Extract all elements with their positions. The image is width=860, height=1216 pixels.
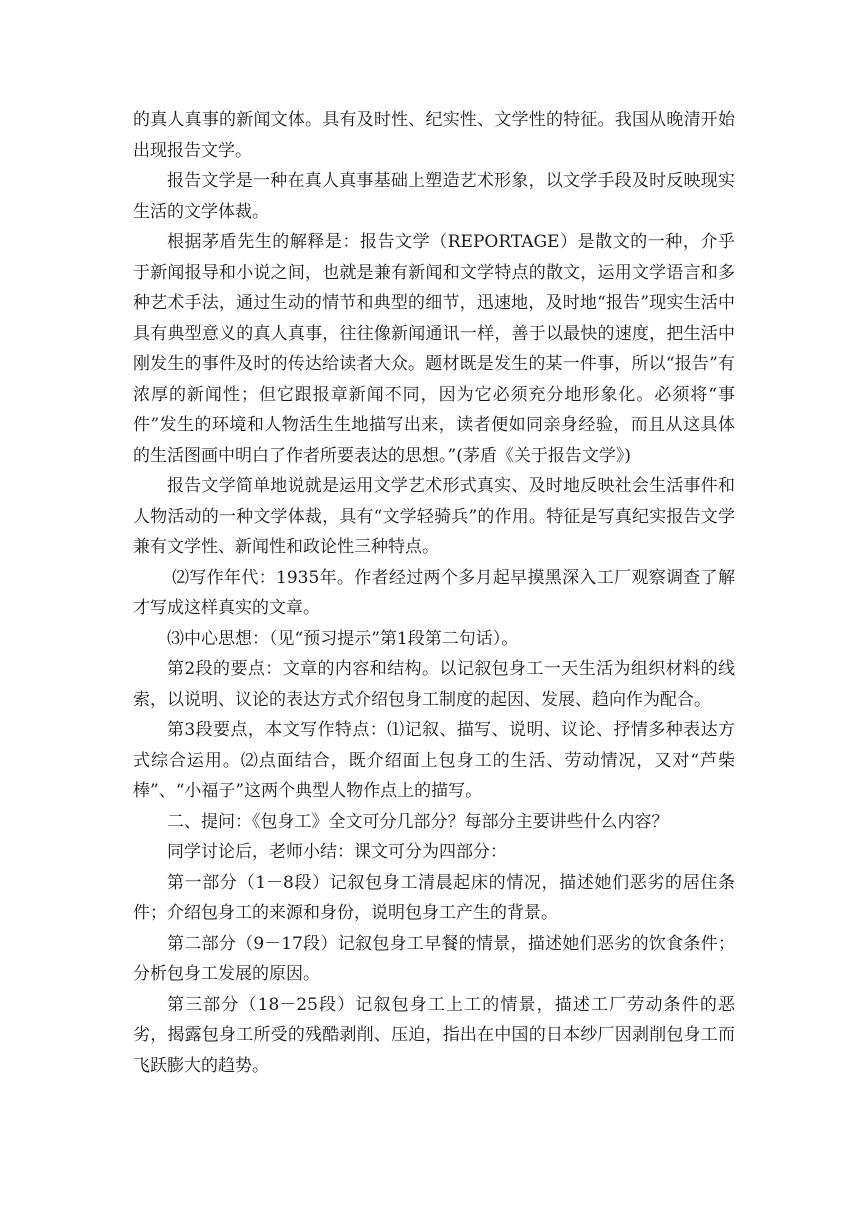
paragraph-part-one: 第一部分（1－8段）记叙包身工清晨起床的情况，描述她们恶劣的居住条件；介绍包身工的来源和身份，说明包身工产生的背景。 bbox=[133, 872, 735, 923]
document-body bbox=[133, 105, 735, 1081]
paragraph-reportage-definition: 报告文学是一种在真人真事基础上塑造艺术形象，以文学手段及时反映现实生活的文学体裁。 bbox=[133, 171, 735, 222]
paragraph-reportage-summary: 报告文学简单地说就是运用文学艺术形式真实、及时地反映社会生活事件和人物活动的一种文学体裁，具有“文学轻骑兵”的作用。特征是写真纪实报告文学兼有文学性、新闻性和政论性三种特点。 bbox=[133, 476, 735, 557]
paragraph-teacher-summary: 同学讨论后，老师小结：课文可分为四部分： bbox=[167, 842, 507, 862]
paragraph-part-three: 第三部分（18－25段）记叙包身工上工的情景，描述工厂劳动条件的恶劣，揭露包身工所受的残酷剥削、压迫，指出在中国的日本纱厂因剥削包身工而飞跃膨大的趋势。 bbox=[133, 994, 735, 1076]
paragraph-writing-date: ⑵写作年代：1935年。作者经过两个多月起早摸黑深入工厂观察调查了解才写成这样真实的文章。 bbox=[133, 567, 735, 618]
paragraph-section-2-points: 第2段的要点：文章的内容和结构。以记叙包身工一天生活为组织材料的线索，以说明、议论的表达方式介绍包身工制度的起因、发展、趋向作为配合。 bbox=[133, 659, 735, 710]
paragraph-continued-definition: 的真人真事的新闻文体。具有及时性、纪实性、文学性的特征。我国从晚清开始出现报告文学。 bbox=[133, 110, 735, 161]
paragraph-question: 二、提问：《包身工》全文可分几部分？每部分主要讲些什么内容？ bbox=[167, 811, 669, 832]
paragraph-section-3-points: 第3段要点，本文写作特点：⑴记叙、描写、说明、议论、抒情多种表达方式综合运用。⑵点面结合，既介绍面上包身工的生活、劳动情况，又对“芦柴棒”、“小福子”这两个典型人物作点上的描写。 bbox=[133, 720, 735, 801]
paragraph-maodun-explanation: 根据茅盾先生的解释是：报告文学（REPORTAGE）是散文的一种，介乎于新闻报导和小说之间，也就是兼有新闻和文学特点的散文，运用文学语言和多种艺术手法，通过生动的情节和典型的细节，迅速地，及时地“报告”现实生活中具有典型意义的真人真事，往往像新闻通讯一样，善于以最快的速度，把生活中刚发生的事件及时的传达给读者大众。题材既是发生的某一件事，所以“报告”有浓厚的新闻性；但它跟报章新闻不同，因为它必须充分地形象化。必须将“事件”发生的环境和人物活生生地描写出来，读者便如同亲身经验，而且从这具体的生活图画中明白了作者所要表达的思想。”(茅盾《关于报告文学》) bbox=[133, 232, 735, 466]
paragraph-part-two: 第二部分（9－17段）记叙包身工早餐的情景，描述她们恶劣的饮食条件；分析包身工发展的原因。 bbox=[133, 933, 735, 984]
paragraph-central-idea: ⑶中心思想：（见“预习提示”第1段第二句话）。 bbox=[167, 628, 519, 649]
